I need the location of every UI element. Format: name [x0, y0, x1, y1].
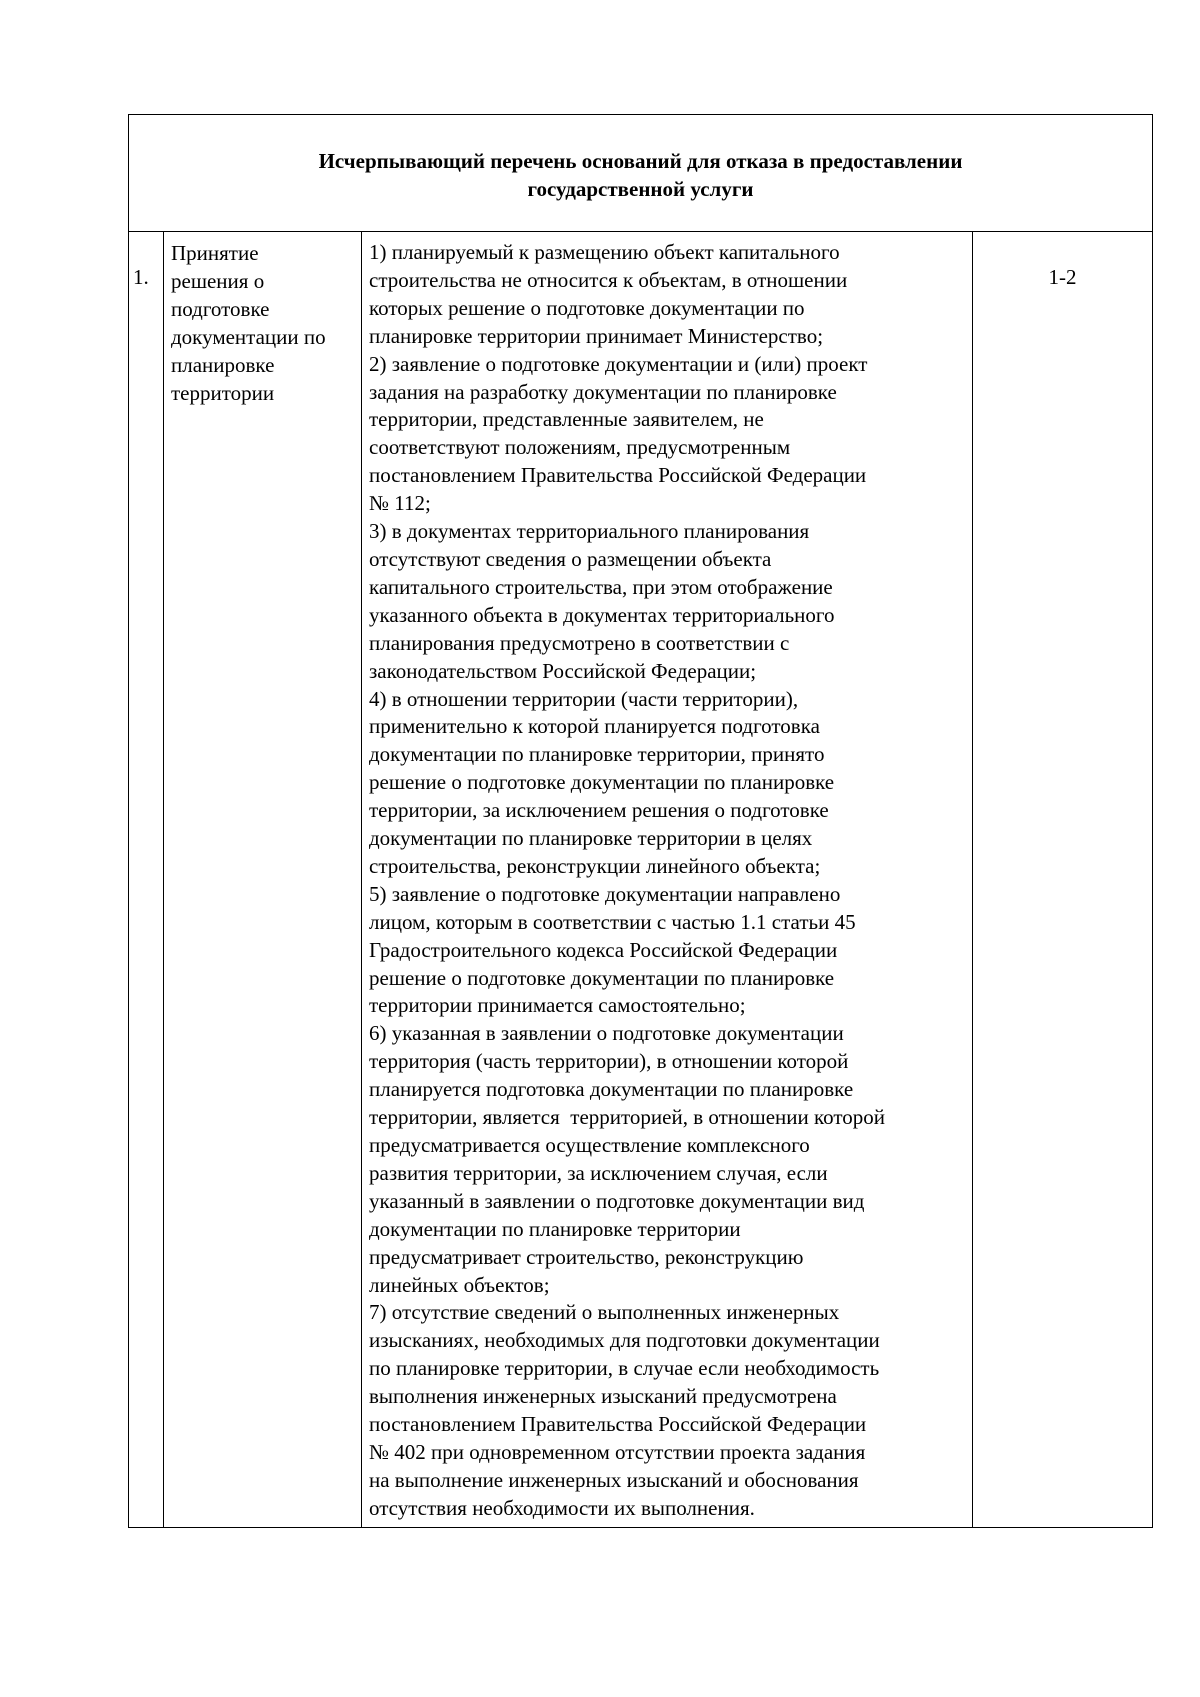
description-line: лицом, которым в соответствии с частью 1.1 статьи 45: [369, 909, 856, 934]
procedure-name-line: Принятие: [171, 241, 259, 265]
description-line: выполнения инженерных изысканий предусмотрена: [369, 1384, 837, 1409]
description-line: изысканиях, необходимых для подготовки документации: [369, 1328, 880, 1353]
table-title-line-2: государственной услуги: [527, 177, 754, 201]
table-title-line-1: Исчерпывающий перечень оснований для отказа в предоставлении: [318, 149, 963, 173]
description-line: предусматривается осуществление комплексного: [369, 1133, 810, 1157]
service-code: 1-2: [973, 232, 1153, 1528]
description-line: постановлением Правительства Российской Федерации: [369, 1412, 867, 1437]
description-line: решение о подготовке документации по планировке: [369, 965, 835, 990]
description-line: № 402 при одновременном отсутствии проекта задания: [369, 1439, 866, 1464]
table-header-cell: [129, 115, 1153, 232]
description-line: территории, представленные заявителем, не: [369, 407, 764, 432]
description-line: указанный в заявлении о подготовке документации вид: [369, 1188, 865, 1213]
description-line: 7) отсутствие сведений о выполненных инженерных: [369, 1300, 840, 1325]
description-line: соответствуют положениям, предусмотренным: [369, 435, 791, 460]
description-line: 1) планируемый к размещению объект капитального: [369, 240, 840, 264]
description-line: капитального строительства, при этом отображение: [369, 574, 833, 599]
description-line: отсутствия необходимости их выполнения.: [369, 1495, 755, 1520]
grounds-table: [128, 114, 1153, 1528]
procedure-name-line: документации по: [171, 324, 326, 349]
table-title: [129, 147, 1152, 203]
description-line: территории, за исключением решения о подготовке: [369, 798, 829, 823]
procedure-name-line: подготовке: [171, 296, 270, 321]
description-line: развития территории, за исключением случая, если: [369, 1160, 828, 1185]
description-line: документации по планировке территории в целях: [369, 826, 813, 851]
description-line: отсутствуют сведения о размещении объекта: [369, 546, 772, 571]
row-number: 1.: [129, 232, 164, 1528]
description-line: планировке территории принимает Министерство;: [369, 323, 824, 348]
description-line: указанного объекта в документах территориального: [369, 602, 835, 627]
description-line: 5) заявление о подготовке документации направлено: [369, 881, 841, 906]
description-line: строительства, реконструкции линейного объекта;: [369, 853, 821, 878]
procedure-name-line: планировке: [171, 352, 275, 377]
description-line: документации по планировке территории: [369, 1216, 741, 1241]
description-line: Градостроительного кодекса Российской Федерации: [369, 937, 838, 962]
procedure-name-line: территории: [171, 380, 275, 405]
description-line: территория (часть территории), в отношении которой: [369, 1049, 849, 1074]
description-line: применительно к которой планируется подготовка: [369, 714, 820, 739]
description-line: задания на разработку документации по планировке: [369, 379, 837, 404]
description-line: на выполнение инженерных изысканий и обоснования: [369, 1467, 859, 1492]
description-line: решение о подготовке документации по планировке: [369, 770, 835, 795]
description-line: которых решение о подготовке документации по: [369, 295, 805, 320]
description-line: территории принимается самостоятельно;: [369, 993, 746, 1018]
description-line: по планировке территории, в случае если необходимость: [369, 1356, 880, 1381]
grounds-description-cell: [362, 232, 973, 1528]
description-line: 3) в документах территориального планирования: [369, 519, 810, 544]
description-line: № 112;: [369, 491, 431, 516]
table-row: [129, 232, 1153, 1528]
description-line: предусматривает строительство, реконструкцию: [369, 1244, 804, 1269]
description-line: 2) заявление о подготовке документации и (или) проект: [369, 351, 868, 376]
procedure-name-cell: [164, 232, 362, 1528]
description-line: планирования предусмотрено в соответствии с: [369, 630, 790, 655]
description-line: линейных объектов;: [369, 1272, 550, 1297]
description-line: планируется подготовка документации по планировке: [369, 1077, 854, 1102]
description-line: территории, является территорией, в отношении которой: [369, 1105, 885, 1130]
description-line: строительства не относится к объектам, в отношении: [369, 267, 848, 292]
table-header-row: [129, 115, 1153, 232]
description-line: 4) в отношении территории (части территории),: [369, 686, 799, 711]
procedure-name-line: решения о: [171, 268, 265, 293]
description-line: законодательством Российской Федерации;: [369, 658, 757, 683]
description-line: документации по планировке территории, принято: [369, 742, 825, 767]
description-line: постановлением Правительства Российской Федерации: [369, 463, 867, 488]
description-line: 6) указанная в заявлении о подготовке документации: [369, 1021, 844, 1046]
